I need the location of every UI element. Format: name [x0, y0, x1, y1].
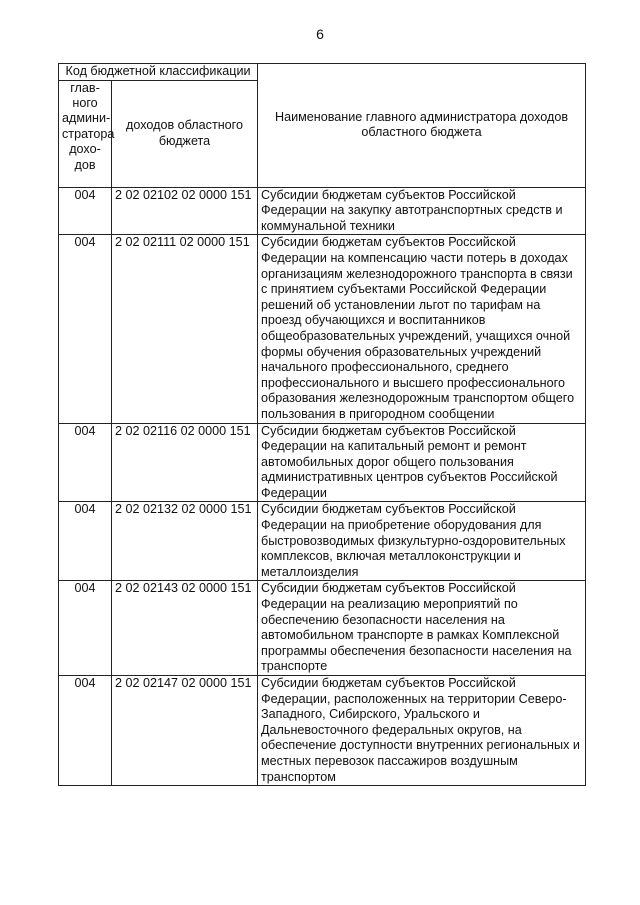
- row-admin-code: 004: [59, 676, 112, 786]
- table-row: [59, 676, 586, 786]
- row-description: Субсидии бюджетам субъектов Российской Федерации на закупку автотранспортных средств и коммунальной техники: [258, 187, 586, 235]
- table-row: [59, 187, 586, 235]
- row-budget-code: 2 02 02111 02 0000 151: [112, 235, 258, 423]
- table-row: [59, 502, 586, 581]
- page-number: 6: [316, 26, 324, 42]
- row-budget-code: 2 02 02143 02 0000 151: [112, 581, 258, 676]
- row-admin-code: 004: [59, 235, 112, 423]
- header-budget-classification-code: Код бюджетной классификации: [59, 64, 258, 81]
- row-admin-code: 004: [59, 187, 112, 235]
- row-admin-code: 004: [59, 423, 112, 502]
- header-administrator-name: Наименование главного администратора доходов областного бюджета: [258, 64, 586, 188]
- row-budget-code: 2 02 02102 02 0000 151: [112, 187, 258, 235]
- row-description: Субсидии бюджетам субъектов Российской Федерации на компенсацию части потерь в доходах организациям железнодорожного транспорта в связи с принятием субъектами Российской Федерации решений об установлении льгот по тарифам на проезд обучающихся и воспитанников общеобразовательных учреждений, учащихся очной формы обучения образовательных учреждений начального профессионального, среднего профессионального и высшего профессионального образования железнодорожным транспортом общего пользования в пригородном сообщении: [258, 235, 586, 423]
- row-admin-code: 004: [59, 502, 112, 581]
- row-budget-code: 2 02 02132 02 0000 151: [112, 502, 258, 581]
- row-description: Субсидии бюджетам субъектов Российской Федерации на капитальный ремонт и ремонт автомобильных дорог общего пользования административных центров субъектов Российской Федерации: [258, 423, 586, 502]
- table-row: [59, 423, 586, 502]
- budget-classification-table: [58, 63, 586, 786]
- header-regional-budget-income: доходов областного бюджета: [112, 80, 258, 187]
- row-budget-code: 2 02 02147 02 0000 151: [112, 676, 258, 786]
- row-description: Субсидии бюджетам субъектов Российской Федерации на реализацию мероприятий по обеспечению безопасности населения на автомобильном транспорте в рамках Комплексной программы обеспечения безопасности населения на транспорте: [258, 581, 586, 676]
- row-description: Субсидии бюджетам субъектов Российской Федерации на приобретение оборудования для быстровозводимых физкультурно-оздоровительных комплексов, включая металлоконструкции и металлоизделия: [258, 502, 586, 581]
- table-row: [59, 235, 586, 423]
- row-admin-code: 004: [59, 581, 112, 676]
- row-description: Субсидии бюджетам субъектов Российской Федерации, расположенных на территории Северо-Западного, Сибирского, Уральского и Дальневосточного федеральных округов, на обеспечение доступности внутренних региональных и местных перевозок пассажиров воздушным транспортом: [258, 676, 586, 786]
- table-row: [59, 581, 586, 676]
- table-header-row-1: [59, 64, 586, 81]
- row-budget-code: 2 02 02116 02 0000 151: [112, 423, 258, 502]
- header-chief-administrator: глав-ного админи-стратора дохо-дов: [59, 80, 112, 187]
